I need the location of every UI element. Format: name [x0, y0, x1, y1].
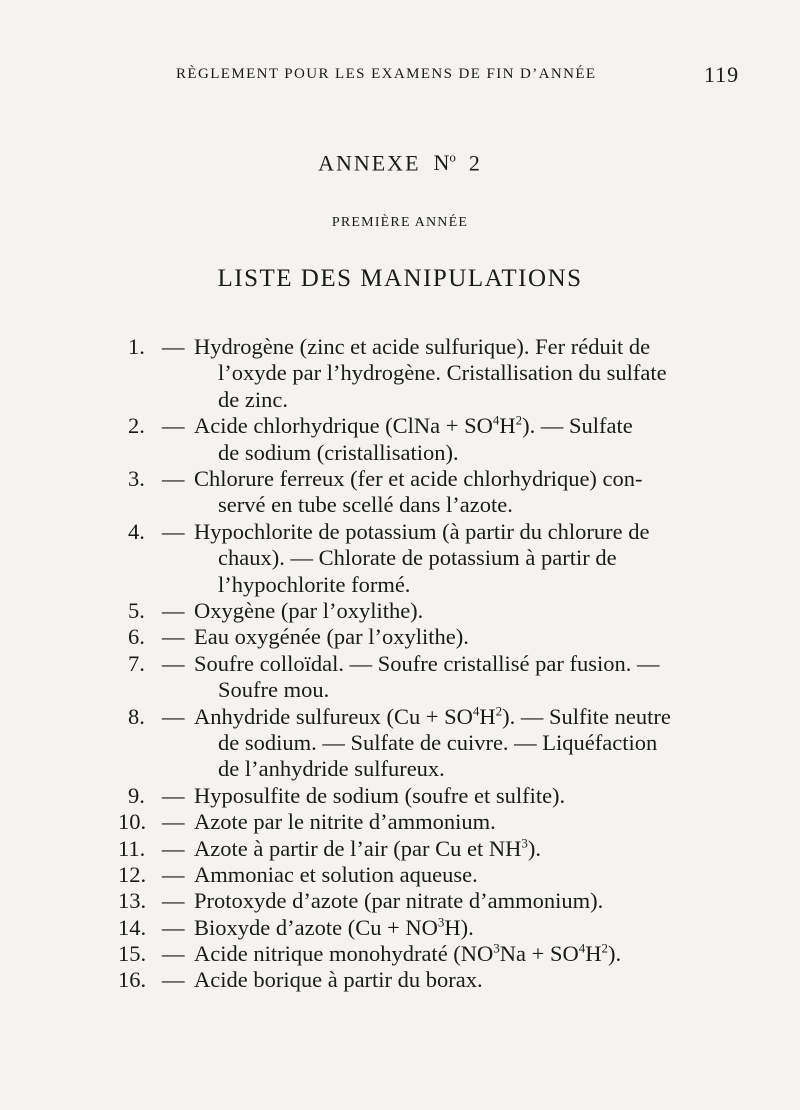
- item-number: 2.: [128, 413, 145, 439]
- item-dash: —: [162, 334, 185, 359]
- list-item: [118, 835, 758, 862]
- item-text: [194, 651, 759, 704]
- item-text: [194, 783, 759, 809]
- item-dash: —: [162, 967, 185, 993]
- item-number: 15.: [118, 941, 147, 967]
- item-text: [194, 624, 759, 650]
- item-text: [194, 862, 759, 888]
- item-line: Anhydride sulfureux $(Cu + SO^4H^2)$. — Sulfite neutre: [194, 703, 671, 729]
- list-item: [118, 888, 758, 914]
- item-line: Acide nitrique monohydraté $(NO^3Na + SO^4H^2)$.: [194, 940, 622, 967]
- annexe-number: 2: [468, 150, 482, 176]
- item-dash: —: [162, 835, 185, 861]
- item-number: 14.: [118, 914, 147, 940]
- item-text: [194, 967, 759, 993]
- item-dash: —: [162, 941, 185, 967]
- list-item: [128, 783, 758, 809]
- item-text: [194, 809, 759, 835]
- list-item: [128, 413, 758, 466]
- item-dash: —: [162, 809, 185, 835]
- item-line: Chlorure ferreux (fer et acide chlorhydrique) con-: [194, 465, 643, 491]
- item-line: de l’anhydride sulfureux.: [218, 756, 445, 782]
- item-dash: —: [162, 597, 185, 623]
- item-dash: —: [162, 413, 185, 439]
- item-number: 12.: [118, 861, 147, 887]
- item-line: Hypochlorite de potassium (à partir du chlorure de: [194, 518, 650, 544]
- item-line: Eau oxygénée (par l’oxylithe).: [194, 624, 469, 650]
- item-dash: —: [162, 914, 185, 940]
- item-number: 3.: [128, 465, 145, 491]
- item-text: [194, 941, 759, 967]
- item-line: Azote à partir de l’air (par Cu et $NH^3$).: [194, 835, 541, 861]
- item-line: Soufre mou.: [218, 677, 330, 703]
- list-item: [128, 651, 758, 704]
- item-line: l’oxyde par l’hydrogène. Cristallisation du sulfate: [218, 360, 667, 386]
- item-text: [194, 888, 759, 914]
- page-number: 119: [704, 62, 740, 87]
- item-text: [194, 466, 759, 519]
- item-line: servé en tube scellé dans l’azote.: [218, 492, 513, 518]
- item-text: [194, 413, 759, 466]
- item-line: Soufre colloïdal. — Soufre cristallisé par fusion. —: [194, 650, 660, 676]
- item-dash: —: [162, 782, 185, 808]
- item-text: [194, 915, 759, 941]
- item-number: 8.: [128, 703, 145, 729]
- list-item: [118, 861, 758, 888]
- item-line: de zinc.: [218, 386, 288, 412]
- item-line: de sodium. — Sulfate de cuivre. — Liquéfaction: [218, 729, 658, 755]
- item-line: Protoxyde d’azote (par nitrate d’ammonium).: [194, 888, 604, 914]
- list-item: [128, 519, 758, 598]
- item-dash: —: [162, 518, 185, 544]
- item-text: [194, 704, 759, 783]
- list-item: [128, 624, 758, 650]
- item-line: l’hypochlorite formé.: [218, 571, 411, 597]
- item-line: chaux). — Chlorate de potassium à partir de: [218, 545, 617, 571]
- item-line: Hydrogène (zinc et acide sulfurique). Fer réduit de: [194, 334, 651, 359]
- item-line: Ammoniac et solution aqueuse.: [194, 861, 478, 887]
- item-line: de sodium (cristallisation).: [218, 439, 459, 465]
- number-sign: $N^o$: [428, 150, 456, 176]
- item-dash: —: [162, 624, 185, 650]
- annexe-heading: [0, 150, 800, 176]
- item-dash: —: [162, 703, 185, 729]
- list-item: [128, 598, 758, 624]
- item-number: 1.: [128, 334, 145, 359]
- item-number: 5.: [128, 597, 145, 623]
- annexe-label: ANNEXE: [318, 150, 421, 176]
- item-line: Hyposulfite de sodium (soufre et sulfite).: [194, 782, 566, 808]
- manipulations-list: [118, 334, 758, 994]
- list-item: [128, 334, 758, 413]
- item-text: [194, 334, 759, 413]
- item-line: Bioxyde d’azote $(Cu + NO^3H)$.: [194, 914, 474, 940]
- item-line: Acide chlorhydrique (ClNa + $SO^4H^2$). — Sulfate: [194, 412, 633, 439]
- item-text: [194, 519, 759, 598]
- item-text: [194, 598, 759, 624]
- list-item: [118, 914, 758, 941]
- year-heading: PREMIÈRE ANNÉE: [331, 215, 469, 230]
- item-number: 11.: [118, 835, 146, 861]
- item-dash: —: [162, 650, 185, 676]
- item-dash: —: [162, 861, 185, 887]
- list-item: [118, 809, 758, 835]
- list-item: [118, 967, 758, 993]
- item-number: 10.: [118, 809, 147, 835]
- item-line: Oxygène (par l’oxylithe).: [194, 597, 424, 623]
- item-line: Acide borique à partir du borax.: [194, 967, 483, 993]
- item-dash: —: [162, 888, 185, 914]
- item-text: [194, 836, 759, 862]
- item-number: 6.: [128, 624, 145, 650]
- list-title: LISTE DES MANIPULATIONS: [217, 265, 583, 292]
- list-item: [128, 704, 758, 783]
- item-number: 7.: [128, 650, 145, 676]
- item-number: 16.: [118, 967, 147, 993]
- running-head: RÈGLEMENT POUR LES EXAMENS DE FIN D’ANNÉE: [176, 66, 597, 82]
- list-item: [118, 940, 758, 967]
- item-number: 9.: [128, 782, 145, 808]
- item-dash: —: [162, 465, 185, 491]
- list-item: [128, 466, 758, 519]
- item-number: 13.: [118, 888, 147, 914]
- item-number: 4.: [128, 518, 145, 544]
- item-line: Azote par le nitrite d’ammonium.: [194, 809, 496, 835]
